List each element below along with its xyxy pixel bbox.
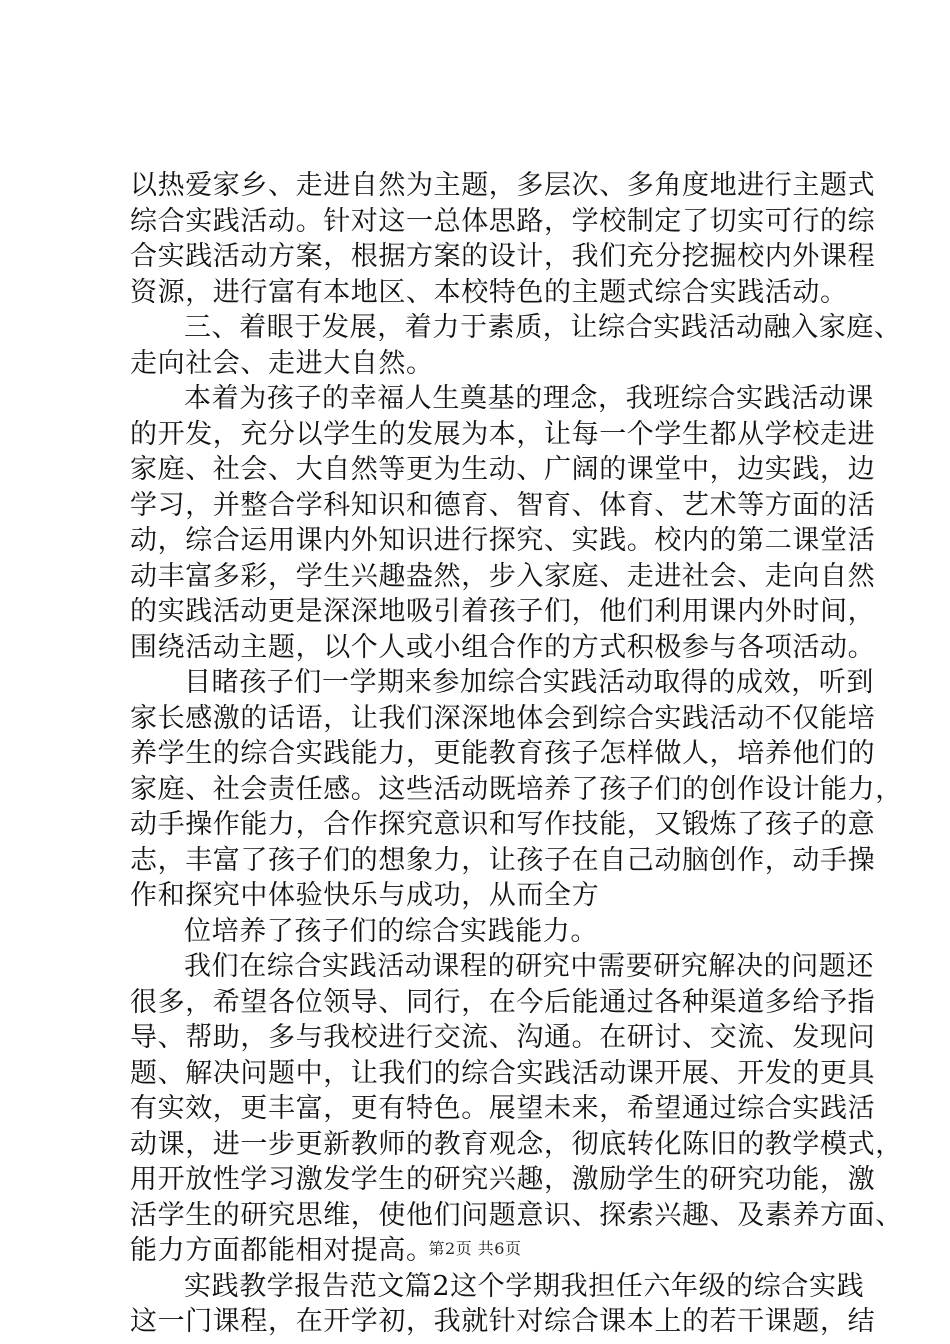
- text-line: 目睹孩子们一学期来参加综合实践活动取得的成效，听到: [184, 667, 874, 698]
- text-line: 有实效，更丰富，更有特色。展望未来，希望通过综合实践活: [130, 1093, 876, 1124]
- text-line: 围绕活动主题，以个人或小组合作的方式积极参与各项活动。: [130, 631, 876, 663]
- text-line: 家长感激的话语，让我们深深地体会到综合实践活动不仅能培: [130, 702, 876, 734]
- text-line: 以热爱家乡、走进自然为主题，多层次、多角度地进行主题式: [130, 170, 876, 201]
- text-line: 综合实践活动。针对这一总体思路，学校制定了切实可行的综: [130, 205, 876, 237]
- text-line: 导、帮助，多与我校进行交流、沟通。在研讨、交流、发现问: [130, 1022, 876, 1053]
- text-line: 活学生的研究思维，使他们问题意识、探索兴趣、及素养方面、: [130, 1199, 903, 1231]
- text-line: 志，丰富了孩子们的想象力，让孩子在自己动脑创作，动手操: [130, 844, 876, 876]
- text-line: 资源，进行富有本地区、本校特色的主题式综合实践活动。: [130, 276, 848, 308]
- text-line: 作和探究中体验快乐与成功，从而全方: [130, 880, 600, 911]
- text-line: 本着为孩子的幸福人生奠基的理念，我班综合实践活动课: [184, 383, 874, 414]
- text-line: 的开发，充分以学生的发展为本，让每一个学生都从学校走进: [130, 418, 876, 450]
- text-line: 用开放性学习激发学生的研究兴趣，激励学生的研究功能，激: [130, 1164, 876, 1195]
- text-line: 走向社会、走进大自然。: [130, 347, 434, 379]
- text-line: 动，综合运用课内外知识进行探究、实践。校内的第二课堂活: [130, 525, 876, 556]
- text-line: 动丰富多彩，学生兴趣盎然，步入家庭、走进社会、走向自然: [130, 560, 876, 592]
- text-line: 能力方面都能相对提高。: [130, 1235, 434, 1266]
- text-line: 位培养了孩子们的综合实践能力。: [184, 915, 598, 947]
- text-line: 学习，并整合学科知识和德育、智育、体育、艺术等方面的活: [130, 489, 876, 521]
- text-line: 实践教学报告范文篇2这个学期我担任六年级的综合实践: [184, 1270, 865, 1302]
- text-line: 这一门课程，在开学初，我就针对综合课本上的若干课题，结: [130, 1306, 876, 1337]
- text-line: 我们在综合实践活动课程的研究中需要研究解决的问题还: [184, 951, 874, 982]
- text-line: 养学生的综合实践能力，更能教育孩子怎样做人，培养他们的: [130, 738, 876, 769]
- text-line: 动课，进一步更新教师的教育观念，彻底转化陈旧的教学模式，: [130, 1128, 903, 1160]
- text-line: 合实践活动方案，根据方案的设计，我们充分挖掘校内外课程: [130, 241, 876, 272]
- page-number-footer: 第2页 共6页: [428, 1239, 522, 1258]
- text-line: 的实践活动更是深深地吸引着孩子们，他们利用课内外时间，: [130, 596, 876, 627]
- text-line: 很多，希望各位领导、同行，在今后能通过各种渠道多给予指: [130, 986, 876, 1018]
- text-line: 家庭、社会、大自然等更为生动、广阔的课堂中，边实践，边: [130, 454, 876, 485]
- text-line: 题、解决问题中，让我们的综合实践活动课开展、开发的更具: [130, 1057, 876, 1089]
- text-line: 家庭、社会责任感。这些活动既培养了孩子们的创作设计能力，: [130, 773, 903, 805]
- text-line: 动手操作能力，合作探究意识和写作技能，又锻炼了孩子的意: [130, 809, 876, 840]
- document-body: [130, 168, 903, 1340]
- text-line: 三、着眼于发展，着力于素质，让综合实践活动融入家庭、: [184, 312, 902, 343]
